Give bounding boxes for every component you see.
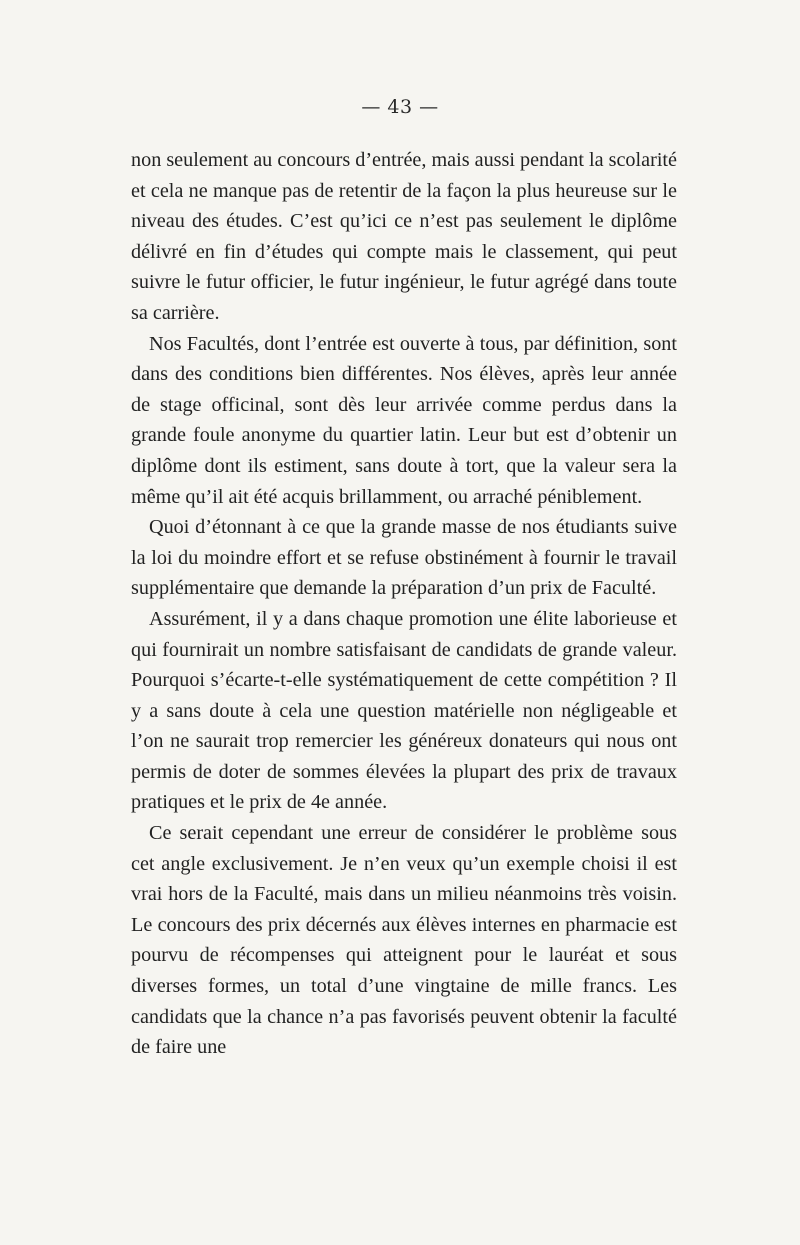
paragraph-5: Ce serait cependant une erreur de considérer le problème sous cet angle exclusivement. Je n’en veux qu’un exemple choisi il est vrai hors de la Faculté, mais dans un milieu néanmoins très voisin. Le concours des prix décernés aux élèves internes en pharmacie est pourvu de récompenses qui atteignent pour le lauréat et sous diverses formes, un total d’une vingtaine de mille francs. Les candidats que la chance n’a pas favorisés peuvent obtenir la faculté de faire une xyxy=(131,822,677,1059)
paragraph-2: Nos Facultés, dont l’entrée est ouverte à tous, par définition, sont dans des conditions bien différentes. Nos élèves, après leur année de stage officinal, sont dès leur arrivée comme perdus dans la grande foule anonyme du quartier latin. Leur but est d’obtenir un diplôme dont ils estiment, sans doute à tort, que la valeur sera la même qu’il ait été acquis brillamment, ou arraché péniblement. xyxy=(131,332,677,508)
paragraph-3: Quoi d’étonnant à ce que la grande masse de nos étudiants suive la loi du moindre effort et se refuse obstinément à fournir le travail supplémentaire que demande la préparation d’un prix de Faculté. xyxy=(131,516,677,600)
page-number: — 43 — xyxy=(361,96,439,118)
paragraph-1: non seulement au concours d’entrée, mais aussi pendant la scolarité et cela ne manque pas de retentir de la façon la plus heureuse sur le niveau des études. C’est qu’ici ce n’est pas seulement le diplôme délivré en fin d’études qui compte mais le classement, qui peut suivre le futur officier, le futur ingénieur, le futur agrégé dans toute sa carrière. xyxy=(131,149,677,324)
paragraph-4: Assurément, il y a dans chaque promotion une élite laborieuse et qui fournirait un nombre satisfaisant de candidats de grande valeur. Pourquoi s’écarte-t-elle systématiquement de cette compétition ? Il y a sans doute à cela une question matérielle non négligeable et l’on ne saurait trop remercier les généreux donateurs qui nous ont permis de doter de sommes élevées la plupart des prix de travaux pratiques et le prix de 4e année. xyxy=(131,607,677,814)
body-text xyxy=(131,145,677,1063)
